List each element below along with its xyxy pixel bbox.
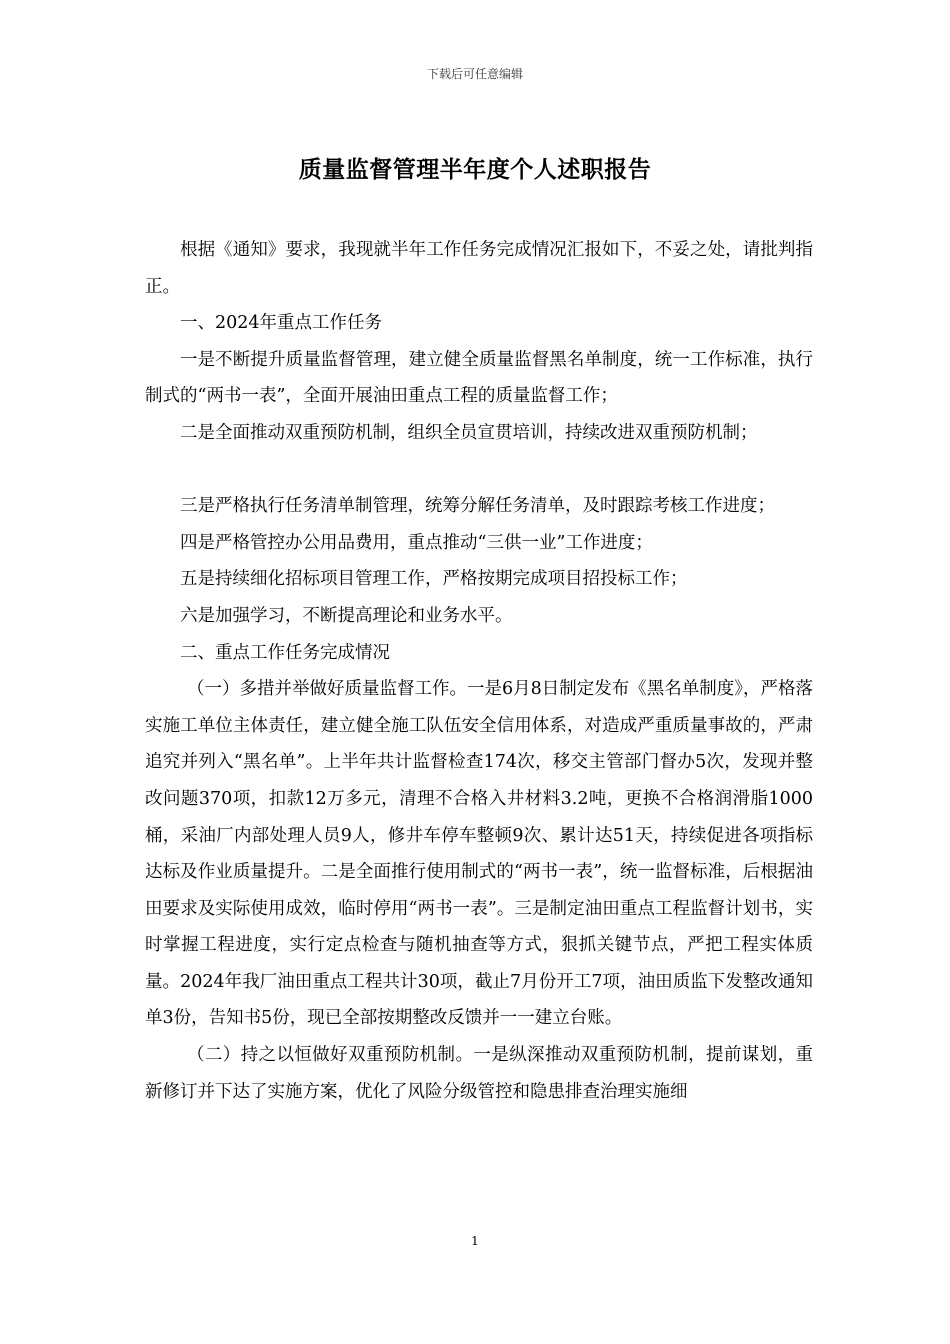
paragraph-intro: 根据《通知》要求，我现就半年工作任务完成情况汇报如下，不妥之处，请批判指正。 — [145, 240, 813, 297]
document-title: 质量监督管理半年度个人述职报告 — [298, 156, 652, 183]
page-number: 1 — [471, 1234, 479, 1248]
section-heading-1: 一、2024年重点工作任务 — [180, 313, 383, 334]
paragraph-task-6: 六是加强学习，不断提高理论和业务水平。 — [180, 605, 513, 626]
paragraph-quality-supervision: （一）多措并举做好质量监督工作。一是6月8日制定发布《黑名单制度》，严格落实施工单位主体责任，建立健全施工队伍安全信用体系，对造成严重质量事故的，严肃追究并列入“黑名单”。上半年共计监督检查174次，移交主管部门督办5次，发现并整改问题370项，扣款12万多元，清理不合格入井材料3.2吨，更换不合格润滑脂1000桶，采油厂内部处理人员9人，修井车停车整顿9次、累计达51天，持续促进各项指标达标及作业质量提升。二是全面推行使用制式的“两书一表”，统一监督标准，后根据油田要求及实际使用成效，临时停用“两书一表”。三是制定油田重点工程监督计划书，实时掌握工程进度，实行定点检查与随机抽查等方式，狠抓关键节点，严把工程实体质量。2024年我厂油田重点工程共计30项，截止7月份开工7项，油田质监下发整改通知单3份，告知书5份，现已全部按期整改反馈并一一建立台账。 — [145, 679, 814, 1029]
header-note: 下载后可任意编辑 — [426, 67, 523, 81]
blank-line — [145, 452, 813, 489]
paragraph-task-3: 三是严格执行任务清单制管理，统筹分解任务清单，及时跟踪考核工作进度； — [180, 496, 775, 517]
document-body — [145, 232, 813, 1110]
paragraph-task-5: 五是持续细化招标项目管理工作，严格按期完成项目招投标工作； — [180, 569, 688, 590]
paragraph-dual-prevention: （二）持之以恒做好双重预防机制。一是纵深推动双重预防机制，提前谋划，重新修订并下达了实施方案，优化了风险分级管控和隐患排查治理实施细 — [145, 1045, 813, 1102]
section-heading-2: 二、重点工作任务完成情况 — [180, 642, 390, 663]
paragraph-task-1: 一是不断提升质量监督管理，建立健全质量监督黑名单制度，统一工作标准，执行制式的“两书一表”，全面开展油田重点工程的质量监督工作； — [145, 349, 813, 407]
paragraph-task-4: 四是严格管控办公用品费用，重点推动“三供一业”工作进度； — [180, 532, 653, 553]
paragraph-task-2: 二是全面推动双重预防机制，组织全员宣贯培训，持续改进双重预防机制； — [180, 422, 758, 443]
